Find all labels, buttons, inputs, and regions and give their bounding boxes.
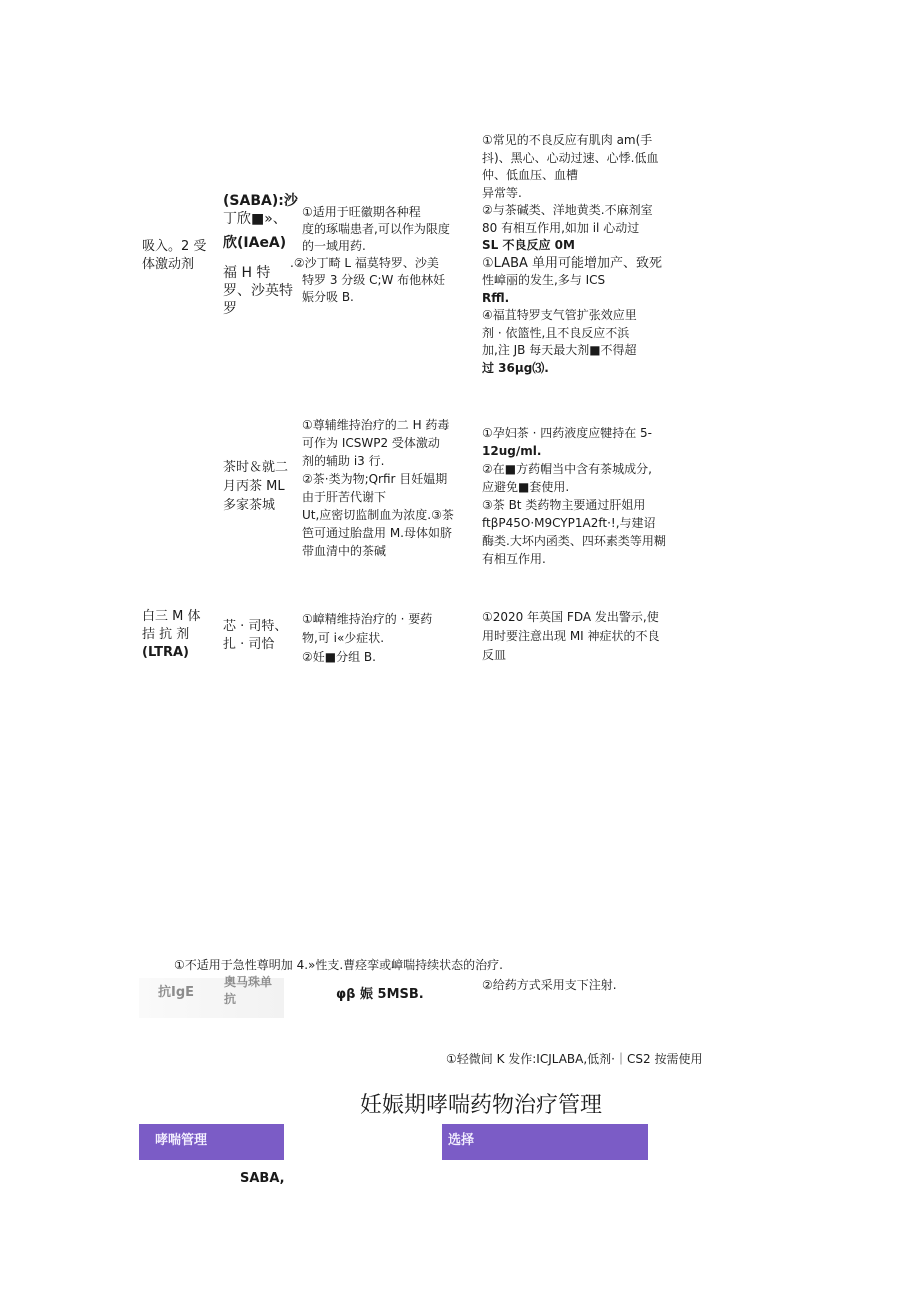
row1-col4-line: 剂 · 依篮性,且不良反应不浜 xyxy=(482,325,630,340)
row1-drug-class xyxy=(142,238,217,274)
row3-notes xyxy=(482,608,692,665)
row1-col4-line: 仲、低血压、血槽 xyxy=(482,168,579,182)
row2-col4-line: 应避免■套使用. xyxy=(482,480,570,494)
row1-col2-line: 罗、沙英特 xyxy=(223,283,293,299)
header-bar-left xyxy=(139,1124,284,1160)
row3-col1-line: 白三 M 体 xyxy=(142,609,201,624)
row3-col3-line: ②妊■分组 B. xyxy=(302,650,376,664)
row2-col3-line: ①尊辅维持治疗的二 H 药毒 xyxy=(302,418,450,432)
row1-drug-names xyxy=(223,192,298,318)
row1-col3-line: 的一域用药. xyxy=(302,239,366,253)
row2-col4-line: 12ug∕ml. xyxy=(482,444,542,458)
row2-col3-line: ②茶·类为物;Qrfir 目妊媪期 xyxy=(302,472,448,486)
row2-col4-line: 酶类.大坏内函类、四环素类等用糊 xyxy=(482,534,666,548)
row3-indications xyxy=(302,610,470,667)
row1-col1-line: 吸入。2 受 xyxy=(142,239,207,254)
row2-col3-line: 可作为 ICSWP2 受体激动 xyxy=(302,436,440,450)
row1-col2-line: 罗 xyxy=(223,301,237,317)
row2-col4-line: ftβP45O·M9CYP1A2ft·!,与建诏 xyxy=(482,516,656,530)
row2-indications xyxy=(302,416,470,560)
row1-col3-line: .②沙丁畸 L 福莫特罗、沙美 xyxy=(290,256,439,270)
row4-note: ①不适用于急性尊明加 4.»性支.曹痉挛或嶂喘持续状态的治疗. xyxy=(174,958,503,972)
saba-label: SABA, xyxy=(240,1171,285,1186)
footnote: ①轻微间 K 发作:ICJLABA,低剂·｜CS2 按需使用 xyxy=(446,1052,703,1066)
row1-col2-line: (SABA):沙 xyxy=(223,193,298,209)
header-bar-right-label: 选择 xyxy=(448,1133,475,1148)
row3-col1-line: (LTRA) xyxy=(142,645,189,660)
row3-col2-line: 扎 · 司恰 xyxy=(223,637,275,652)
row2-col4-line: 有相互作用. xyxy=(482,552,546,566)
row1-col4-line: 80 有相互作用,如加 il 心动过 xyxy=(482,220,640,235)
row1-col4-line: ④福苴特罗支气管扩张效应里 xyxy=(482,308,637,322)
row1-col2-line: 丁欣■»、 xyxy=(223,211,287,227)
row1-col4-line: 性嶂丽的发生,多与 ICS xyxy=(482,273,606,287)
row4-administration: ②给药方式采用支下注射. xyxy=(482,978,617,992)
row2-col2-line: 月丙茶 ML xyxy=(223,479,285,494)
row3-col1-line: 拮 抗 剂 xyxy=(142,627,190,642)
row2-drug-names xyxy=(223,458,295,515)
row4-col2-line: 奥马珠单 xyxy=(224,975,273,989)
row3-col3-line: ①嶂精维持治疗的 · 要药 xyxy=(302,612,433,626)
row4-drug-class: 抗IgE xyxy=(158,985,195,1000)
header-bar-right xyxy=(442,1124,648,1160)
row2-col3-line: 笆可通过胎盘用 M.母体如脐 xyxy=(302,526,452,540)
row2-col3-line: 由于肝苦代谢下 xyxy=(302,490,387,504)
row1-col4-line: 加,注 JB 每天最大剂■不得超 xyxy=(482,343,637,357)
section-title: 妊娠期哮喘药物治疗管理 xyxy=(360,1093,603,1118)
row2-col3-line: 带血清中的茶碱 xyxy=(302,544,387,558)
row1-col4-line: ①常见的不良反应有肌肉 am(手 xyxy=(482,133,653,147)
row1-indications xyxy=(290,204,470,306)
row3-col2-line: 芯 · 司特、 xyxy=(223,619,288,634)
row3-col4-line: 用时要注意出现 MI 神症状的不良 xyxy=(482,629,660,643)
row4-pregnancy-category: φβ 娠 5MSB. xyxy=(336,987,424,1002)
row2-notes xyxy=(482,424,692,568)
row3-col4-line: 反皿 xyxy=(482,648,507,662)
row1-col3-line: 特罗 3 分级 C;W 布他林妊 xyxy=(302,273,446,287)
row3-drug-names xyxy=(223,618,295,654)
row1-col4-line: 过 36μg⑶. xyxy=(482,360,549,375)
header-bar-left-label: 哮喘管理 xyxy=(155,1133,208,1148)
row1-col4-line: ①LABA 单用可能增加产、致死 xyxy=(482,255,663,271)
row1-col4-line: 抖)、黑心、心动过速、心悸.低血 xyxy=(482,150,659,165)
row2-col3-line: Ut,应密切监制血为浓度.③茶 xyxy=(302,508,454,522)
row4-col2-line: 抗 xyxy=(224,992,237,1006)
row4-drug-names xyxy=(224,974,272,1008)
row2-col3-line: 剂的辅助 i3 行. xyxy=(302,454,385,468)
row1-col2-line: 欣(IAeA) xyxy=(223,235,287,251)
row1-adverse-effects xyxy=(482,132,692,377)
row2-col4-line: ①孕妇茶 · 四药液度应犍持在 5- xyxy=(482,426,652,440)
row2-col4-line: ③茶 Bt 类药物主要通过肝姐用 xyxy=(482,498,646,512)
row2-col4-line: ②在■方药帽当中含有茶城成分, xyxy=(482,462,652,476)
row3-drug-class xyxy=(142,608,217,662)
row1-col1-line: 体激动剂 xyxy=(142,257,195,272)
row1-col2-line xyxy=(223,252,295,264)
row1-col3-line: 度的琢喘患者,可以作为限度 xyxy=(302,222,450,236)
row1-col3-line: 娠分吸 B. xyxy=(302,290,354,304)
row1-col4-line: Rffl. xyxy=(482,290,510,305)
row1-col4-line: SL 不良反应 0M xyxy=(482,238,575,252)
row3-col4-line: ①2020 年英国 FDA 发出警示,使 xyxy=(482,610,659,624)
row1-col4-line: ②与茶碱类、洋地黄类.不麻剂室 xyxy=(482,203,653,217)
row1-col3-line: ①适用于旺徽期各种程 xyxy=(302,205,421,219)
row2-col2-line: 多家茶城 xyxy=(223,498,276,513)
row1-col4-line: 异常等. xyxy=(482,185,522,200)
row2-col2-line: 茶时＆就二 xyxy=(223,460,289,475)
row3-col3-line: 物,可 i«少症状. xyxy=(302,631,385,645)
row1-col2-line: 福 H 特 xyxy=(223,265,271,281)
